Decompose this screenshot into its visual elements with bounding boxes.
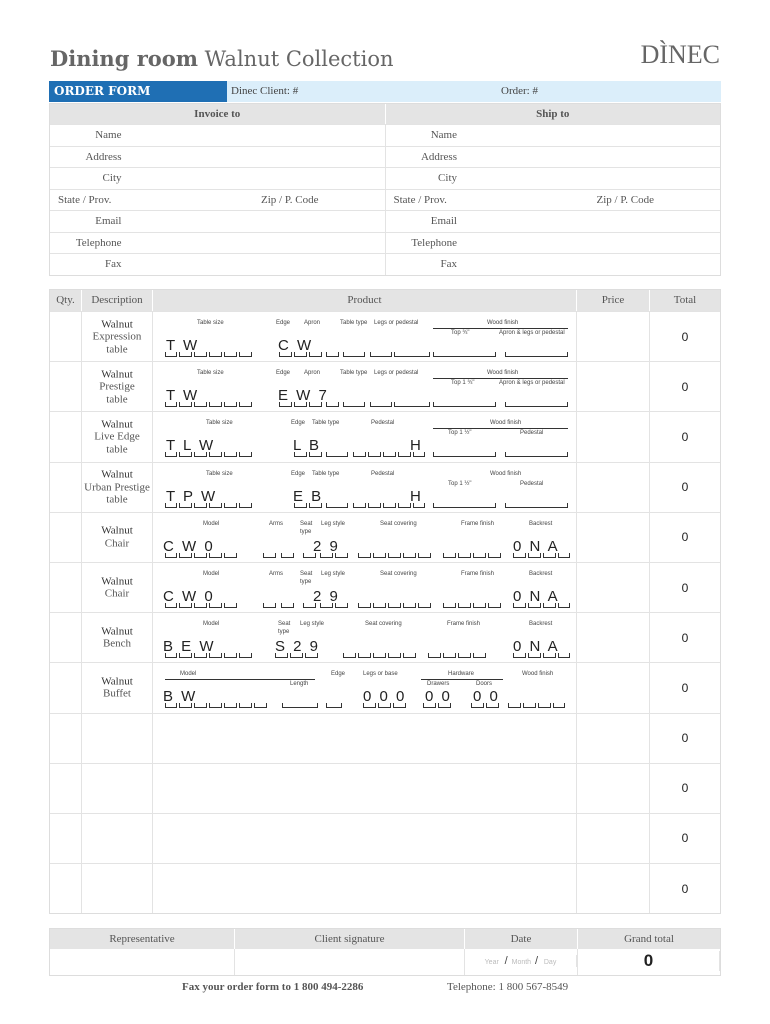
price-cell[interactable] [577,714,650,763]
ship-name-field[interactable]: Name [430,129,457,141]
code-field-label: Table size [206,470,233,477]
code-slot[interactable] [239,402,252,407]
code-slot[interactable] [558,603,570,608]
price-cell[interactable] [577,814,650,863]
code-slot[interactable] [433,402,496,407]
code-slot[interactable] [473,553,486,558]
code-prefilled-value: B W [163,688,198,706]
code-field-label: Seat covering [365,621,402,628]
dinec-client-field[interactable]: Dinec Client: # [231,85,299,97]
total-cell: 0 [681,429,689,444]
code-slot[interactable] [239,352,252,357]
date-field[interactable]: Year / Month / Day [465,949,578,975]
code-field-label: Apron & legs or pedestal [499,330,565,336]
code-field-label: Wood finish [487,370,519,377]
code-field-label: Edge [276,320,291,326]
price-cell[interactable] [577,613,650,662]
price-cell[interactable] [577,362,650,411]
code-field-label: Seat [278,621,291,628]
code-prefilled-value: H [410,437,423,455]
code-slot[interactable] [488,603,501,608]
product-code-cell[interactable] [153,864,577,913]
price-cell[interactable] [577,513,650,562]
price-cell[interactable] [577,764,650,813]
code-field-label: Backrest [529,520,553,527]
product-code-cell[interactable] [153,714,577,763]
product-code-cell[interactable] [153,463,577,512]
total-cell: 0 [681,881,689,896]
code-field-label: Model [203,570,220,577]
product-code-cell[interactable] [153,613,577,662]
product-code-cell[interactable] [153,764,577,813]
code-field-label: Table size [197,370,224,377]
code-field-label: Backrest [529,621,553,628]
code-slot[interactable] [224,553,237,558]
ship-to-heading: Ship to [536,108,570,120]
code-field-label: Edge [291,470,306,477]
code-prefilled-value: T L W [166,437,216,455]
code-field-label: Leg style [321,520,346,527]
code-field-label: Arms [269,570,283,577]
ship-telephone-field[interactable]: Telephone [411,236,457,249]
product-code-prestige[interactable] [163,364,568,409]
code-field-label: Legs or pedestal [374,320,419,326]
invoice-zip-field[interactable]: Zip / P. Code [261,193,319,206]
code-slot[interactable] [343,402,365,407]
representative-header: Representative [50,929,235,949]
code-slot[interactable] [418,603,431,608]
code-slot[interactable] [209,703,222,708]
code-field-label: Legs or pedestal [374,370,419,377]
code-slot[interactable] [523,703,536,708]
code-slot[interactable] [403,603,416,608]
table-row [50,763,720,813]
code-field-label: Apron [304,320,321,326]
invoice-city-field[interactable]: City [50,168,386,189]
description-header: Description [82,290,153,311]
code-slot[interactable] [473,603,486,608]
table-row [50,612,720,662]
code-slot[interactable] [418,553,431,558]
code-slot[interactable] [370,352,392,357]
code-slot[interactable] [373,553,386,558]
code-field-label: Wood finish [522,671,554,678]
price-cell[interactable] [577,864,650,913]
code-prefilled-value: C W [278,337,314,354]
invoice-email-field[interactable]: Email [50,211,386,232]
code-field-label: type [278,629,290,636]
code-slot[interactable] [383,503,396,508]
code-slot[interactable] [488,553,501,558]
price-cell[interactable] [577,663,650,712]
code-field-label: Model [203,520,220,527]
description-cell: Walnut Expression table [82,312,153,361]
address-section [49,103,721,276]
code-slot[interactable] [443,653,456,658]
code-slot[interactable] [358,553,371,558]
code-slot[interactable] [358,603,371,608]
description-cell [82,764,153,813]
invoice-to-heading: Invoice to [50,104,386,124]
product-code-chair1[interactable] [163,515,568,560]
code-field-label: Frame finish [461,520,495,527]
total-cell: 0 [681,530,689,545]
product-code-expression[interactable] [163,314,568,359]
code-slot[interactable] [239,503,252,508]
code-field-label: type [300,578,312,585]
code-field-label: Wood finish [490,470,522,477]
code-slot[interactable] [508,703,521,708]
order-bar [49,81,721,102]
code-prefilled-value: E B [293,487,324,505]
code-prefilled-value: 2 9 [313,537,340,555]
code-field-label: Apron [304,370,321,377]
total-cell: 0 [681,680,689,695]
code-slot[interactable] [224,603,237,608]
qty-cell[interactable] [50,362,82,411]
total-cell: 0 [681,480,689,495]
qty-header: Qty. [50,290,82,311]
table-row [50,662,720,712]
order-form-label: ORDER FORM [49,81,227,102]
invoice-name-field[interactable]: Name [50,125,386,146]
code-field-label: Table type [312,420,340,427]
total-cell: 0 [681,831,689,846]
description-cell: Walnut Chair [82,563,153,612]
code-slot[interactable] [239,703,252,708]
price-cell[interactable] [577,463,650,512]
code-field-label: Edge [331,671,346,678]
invoice-telephone-field[interactable]: Telephone [50,233,386,254]
code-slot[interactable] [388,603,401,608]
code-slot[interactable] [373,603,386,608]
code-slot[interactable] [281,553,294,558]
ship-zip-field[interactable]: Zip / P. Code [596,193,654,206]
code-slot[interactable] [388,553,401,558]
code-field-label: Model [203,621,220,628]
product-code-cell[interactable] [153,513,577,562]
code-slot[interactable] [373,653,386,658]
qty-cell[interactable] [50,563,82,612]
code-prefilled-value: L B [293,437,321,455]
code-slot[interactable] [458,553,471,558]
code-field-label: Top ¾" [451,330,470,336]
ship-address-field[interactable]: Address [420,150,457,163]
product-code-buffet[interactable] [163,665,568,710]
code-slot[interactable] [281,603,294,608]
code-field-label: Table type [340,370,368,377]
code-slot[interactable] [353,503,366,508]
code-field-label: Drawers [427,681,450,688]
product-code-cell[interactable] [153,563,577,612]
code-slot[interactable] [263,603,276,608]
description-cell: Walnut Buffet [82,663,153,712]
qty-cell[interactable] [50,814,82,863]
product-code-liveedge[interactable] [163,414,568,459]
code-slot[interactable] [458,603,471,608]
code-slot[interactable] [224,452,237,457]
code-slot[interactable] [403,653,416,658]
code-field-label: Top 1 ¾" [451,380,475,387]
invoice-state-field[interactable]: State / Prov. Zip / P. Code [50,190,386,211]
ship-city-field[interactable]: City [438,172,457,184]
code-prefilled-value: T W [166,337,200,354]
code-field-label: Pedestal [520,430,544,437]
code-prefilled-value: T W [166,387,200,405]
code-slot[interactable] [358,653,371,658]
qty-cell[interactable] [50,764,82,813]
product-header: Product [153,290,577,311]
code-slot[interactable] [394,402,430,407]
code-field-label: Seat [300,520,313,527]
description-cell: Walnut Live Edge table [82,412,153,461]
table-row [50,411,720,461]
code-slot[interactable] [343,352,365,357]
code-field-label: Table type [340,320,368,326]
footer-table [49,928,721,976]
price-cell[interactable] [577,412,650,461]
total-cell: 0 [681,379,689,394]
code-slot[interactable] [224,503,237,508]
code-field-label: Table size [206,420,233,427]
order-number-field[interactable]: Order: # [501,85,538,97]
code-prefilled-value: 0 0 0 [363,688,407,706]
table-row [50,562,720,612]
code-slot[interactable] [224,703,237,708]
invoice-address-field[interactable]: Address [50,147,386,168]
price-cell[interactable] [577,563,650,612]
code-slot[interactable] [403,553,416,558]
description-cell [82,714,153,763]
code-slot[interactable] [443,553,456,558]
code-field-label: Frame finish [447,621,481,628]
code-slot[interactable] [282,703,318,708]
code-field-label: Leg style [300,621,325,628]
code-slot[interactable] [209,352,222,357]
code-slot[interactable] [224,653,237,658]
code-field-label: Apron & legs or pedestal [499,380,565,387]
code-slot[interactable] [505,503,568,508]
grand-total-header: Grand total [624,933,674,945]
code-prefilled-value: 2 9 [313,587,340,605]
total-cell: 0 [681,731,689,746]
code-prefilled-value: 0 N A [513,537,560,555]
product-code-cell[interactable] [153,362,577,411]
product-code-urban[interactable] [163,465,568,510]
code-field-label: Edge [276,370,291,377]
code-slot[interactable] [428,653,441,658]
code-slot[interactable] [433,352,496,357]
code-slot[interactable] [388,653,401,658]
code-slot[interactable] [383,452,396,457]
code-prefilled-value: 0 N A [513,587,560,605]
code-field-label: Length [290,681,309,688]
code-slot[interactable] [368,503,381,508]
code-prefilled-value: 0 N A [513,638,560,656]
code-field-label: Pedestal [371,470,395,477]
description-cell [82,814,153,863]
code-field-label: Pedestal [520,480,544,487]
product-code-bench[interactable] [163,615,568,660]
code-field-label: Doors [476,681,493,688]
code-prefilled-value: C W 0 [163,587,215,605]
description-cell: Walnut Urban Prestige table [82,463,153,512]
code-field-label: Edge [291,420,306,427]
price-cell[interactable] [577,312,650,361]
ship-state-field[interactable]: State / Prov. Zip / P. Code [386,190,721,211]
code-field-label: Leg style [321,570,346,577]
code-field-label: Arms [269,520,283,527]
product-code-chair2[interactable] [163,565,568,610]
total-cell: 0 [681,580,689,595]
telephone-line: Telephone: 1 800 567-8549 [447,981,569,993]
qty-cell[interactable] [50,412,82,461]
code-slot[interactable] [239,653,252,658]
code-field-label: Frame finish [461,570,495,577]
representative-field[interactable] [50,949,235,975]
code-slot[interactable] [505,402,568,407]
code-slot[interactable] [558,553,570,558]
code-slot[interactable] [209,402,222,407]
qty-cell[interactable] [50,463,82,512]
code-slot[interactable] [224,352,237,357]
dinec-logo: DÌNEC [640,40,720,69]
code-slot[interactable] [326,703,342,708]
code-prefilled-value: B E W [163,638,216,656]
code-slot[interactable] [263,553,276,558]
product-code-cell[interactable] [153,312,577,361]
description-cell: Walnut Prestige table [82,362,153,411]
total-cell: 0 [681,329,689,344]
code-slot[interactable] [254,703,267,708]
code-field-label: Wood finish [490,420,522,427]
description-cell [82,864,153,913]
table-row [50,713,720,763]
code-slot[interactable] [433,452,496,457]
qty-cell[interactable] [50,613,82,662]
code-field-label: Backrest [529,570,553,577]
client-signature-header: Client signature [235,929,465,949]
code-prefilled-value: 0 0 [473,688,500,706]
invoice-fax-field[interactable]: Fax [50,254,386,275]
qty-cell[interactable] [50,513,82,562]
fax-instruction: Fax your order form to 1 800 494-2286 [182,981,364,993]
code-slot[interactable] [505,452,568,457]
table-row [50,361,720,411]
product-table [49,289,721,914]
code-slot[interactable] [370,402,392,407]
ship-email-field[interactable]: Email [430,215,457,227]
code-prefilled-value: C W 0 [163,537,215,555]
code-field-label: Seat covering [380,570,417,577]
table-row [50,863,720,913]
code-field-label: Table size [197,320,224,326]
date-header: Date [465,929,578,949]
code-slot[interactable] [458,653,471,658]
code-field-label: Model [180,671,197,678]
code-prefilled-value: T P W [166,487,218,505]
code-slot[interactable] [224,402,237,407]
code-slot[interactable] [433,503,496,508]
code-slot[interactable] [553,703,565,708]
code-prefilled-value: E W 7 [278,387,329,405]
qty-cell[interactable] [50,312,82,361]
table-row [50,311,720,361]
code-field-label: Seat covering [380,520,417,527]
product-code-cell[interactable] [153,663,577,712]
code-slot[interactable] [239,452,252,457]
page-title: Dining room Walnut Collection [50,46,394,71]
code-field-label: Top 1 ½" [448,430,472,437]
product-code-cell[interactable] [153,814,577,863]
qty-cell[interactable] [50,864,82,913]
code-field-label: Hardware [448,671,475,678]
code-field-label: Wood finish [487,320,519,326]
code-slot[interactable] [326,352,339,357]
client-signature-field[interactable] [235,949,465,975]
total-header: Total [673,294,697,306]
code-slot[interactable] [394,352,430,357]
code-slot[interactable] [505,352,568,357]
product-code-cell[interactable] [153,412,577,461]
code-field-label: Pedestal [371,420,395,427]
code-slot[interactable] [538,703,551,708]
code-slot[interactable] [443,603,456,608]
ship-fax-field[interactable]: Fax [440,258,457,270]
description-cell: Walnut Chair [82,513,153,562]
code-slot[interactable] [473,653,486,658]
code-field-label: Table type [312,470,340,477]
grand-total-value: 0 [578,949,720,975]
code-prefilled-value: S 2 9 [275,638,321,656]
total-cell: 0 [681,781,689,796]
description-cell: Walnut Bench [82,613,153,662]
code-slot[interactable] [353,452,366,457]
code-field-label: Top 1 ½" [448,480,472,487]
code-slot[interactable] [326,503,348,508]
qty-cell[interactable] [50,663,82,712]
qty-cell[interactable] [50,714,82,763]
code-field-label: Legs or base [363,671,398,678]
code-slot[interactable] [343,653,356,658]
table-row [50,462,720,512]
price-header: Price [577,290,650,311]
code-field-label: Seat [300,570,313,577]
code-slot[interactable] [326,452,348,457]
code-field-label: type [300,528,312,535]
table-row [50,813,720,863]
code-slot[interactable] [558,653,570,658]
total-cell: 0 [681,630,689,645]
code-prefilled-value: 0 0 [425,688,452,706]
table-row [50,512,720,562]
code-slot[interactable] [368,452,381,457]
code-prefilled-value: H [410,487,423,505]
